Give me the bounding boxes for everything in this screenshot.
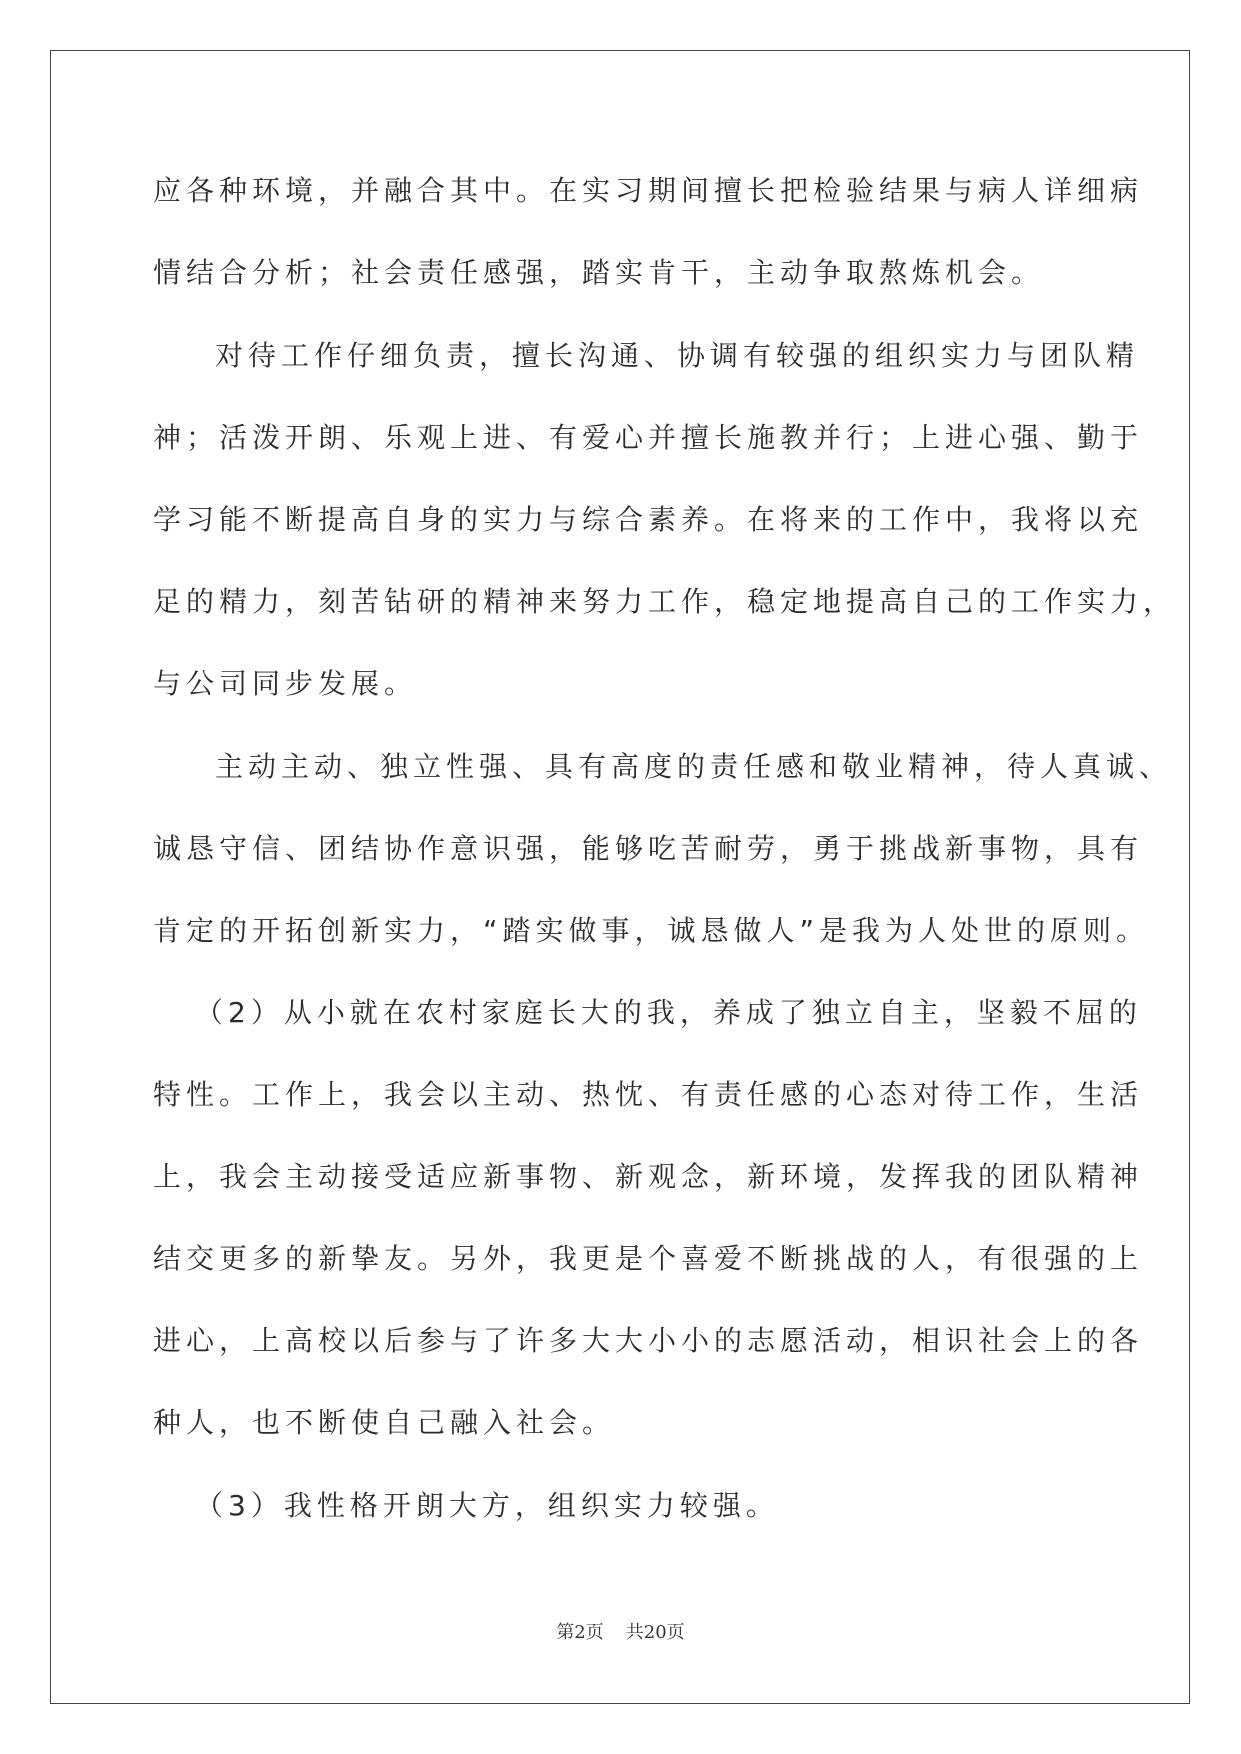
body-line: 上，我会主动接受适应新事物、新观念，新环境，发挥我的团队精神: [153, 1160, 1144, 1193]
body-line: 学习能不断提高自身的实力与综合素养。在将来的工作中，我将以充: [153, 503, 1144, 536]
body-line: 足的精力，刻苦钻研的精神来努力工作，稳定地提高自己的工作实力，: [153, 585, 1177, 618]
body-line: （2）从小就在农村家庭长大的我，养成了独立自主，坚毅不屈的: [195, 996, 1142, 1029]
body-line: 应各种环境，并融合其中。在实习期间擅长把检验结果与病人详细病: [153, 174, 1144, 207]
page-footer: [0, 1621, 1241, 1645]
body-line: 结交更多的新挚友。另外，我更是个喜爱不断挑战的人，有很强的上: [153, 1242, 1144, 1275]
body-line: 情结合分析；社会责任感强，踏实肯干，主动争取熬炼机会。: [153, 256, 1045, 289]
page-total: 共20页: [625, 1622, 685, 1643]
body-line: 对待工作仔细负责，擅长沟通、协调有较强的组织实力与团队精: [215, 339, 1140, 372]
page-border: [50, 50, 1190, 1704]
body-line: 特性。工作上，我会以主动、热忱、有责任感的心态对待工作，生活: [153, 1078, 1144, 1111]
body-line: 肯定的开拓创新实力，“踏实做事，诚恳做人”是我为人处世的原则。: [153, 914, 1150, 947]
body-line: 进心，上高校以后参与了许多大大小小的志愿活动，相识社会上的各: [153, 1324, 1144, 1357]
body-line: 种人，也不断使自己融入社会。: [153, 1406, 616, 1439]
body-line: （3）我性格开朗大方，组织实力较强。: [195, 1489, 779, 1522]
body-line: 主动主动、独立性强、具有高度的责任感和敬业精神，待人真诚、: [215, 750, 1173, 783]
body-line: 神；活泼开朗、乐观上进、有爱心并擅长施教并行；上进心强、勤于: [153, 421, 1144, 454]
body-line: 与公司同步发展。: [153, 667, 418, 700]
page-number: 第2页: [556, 1622, 604, 1643]
body-line: 诚恳守信、团结协作意识强，能够吃苦耐劳，勇于挑战新事物，具有: [153, 832, 1144, 865]
